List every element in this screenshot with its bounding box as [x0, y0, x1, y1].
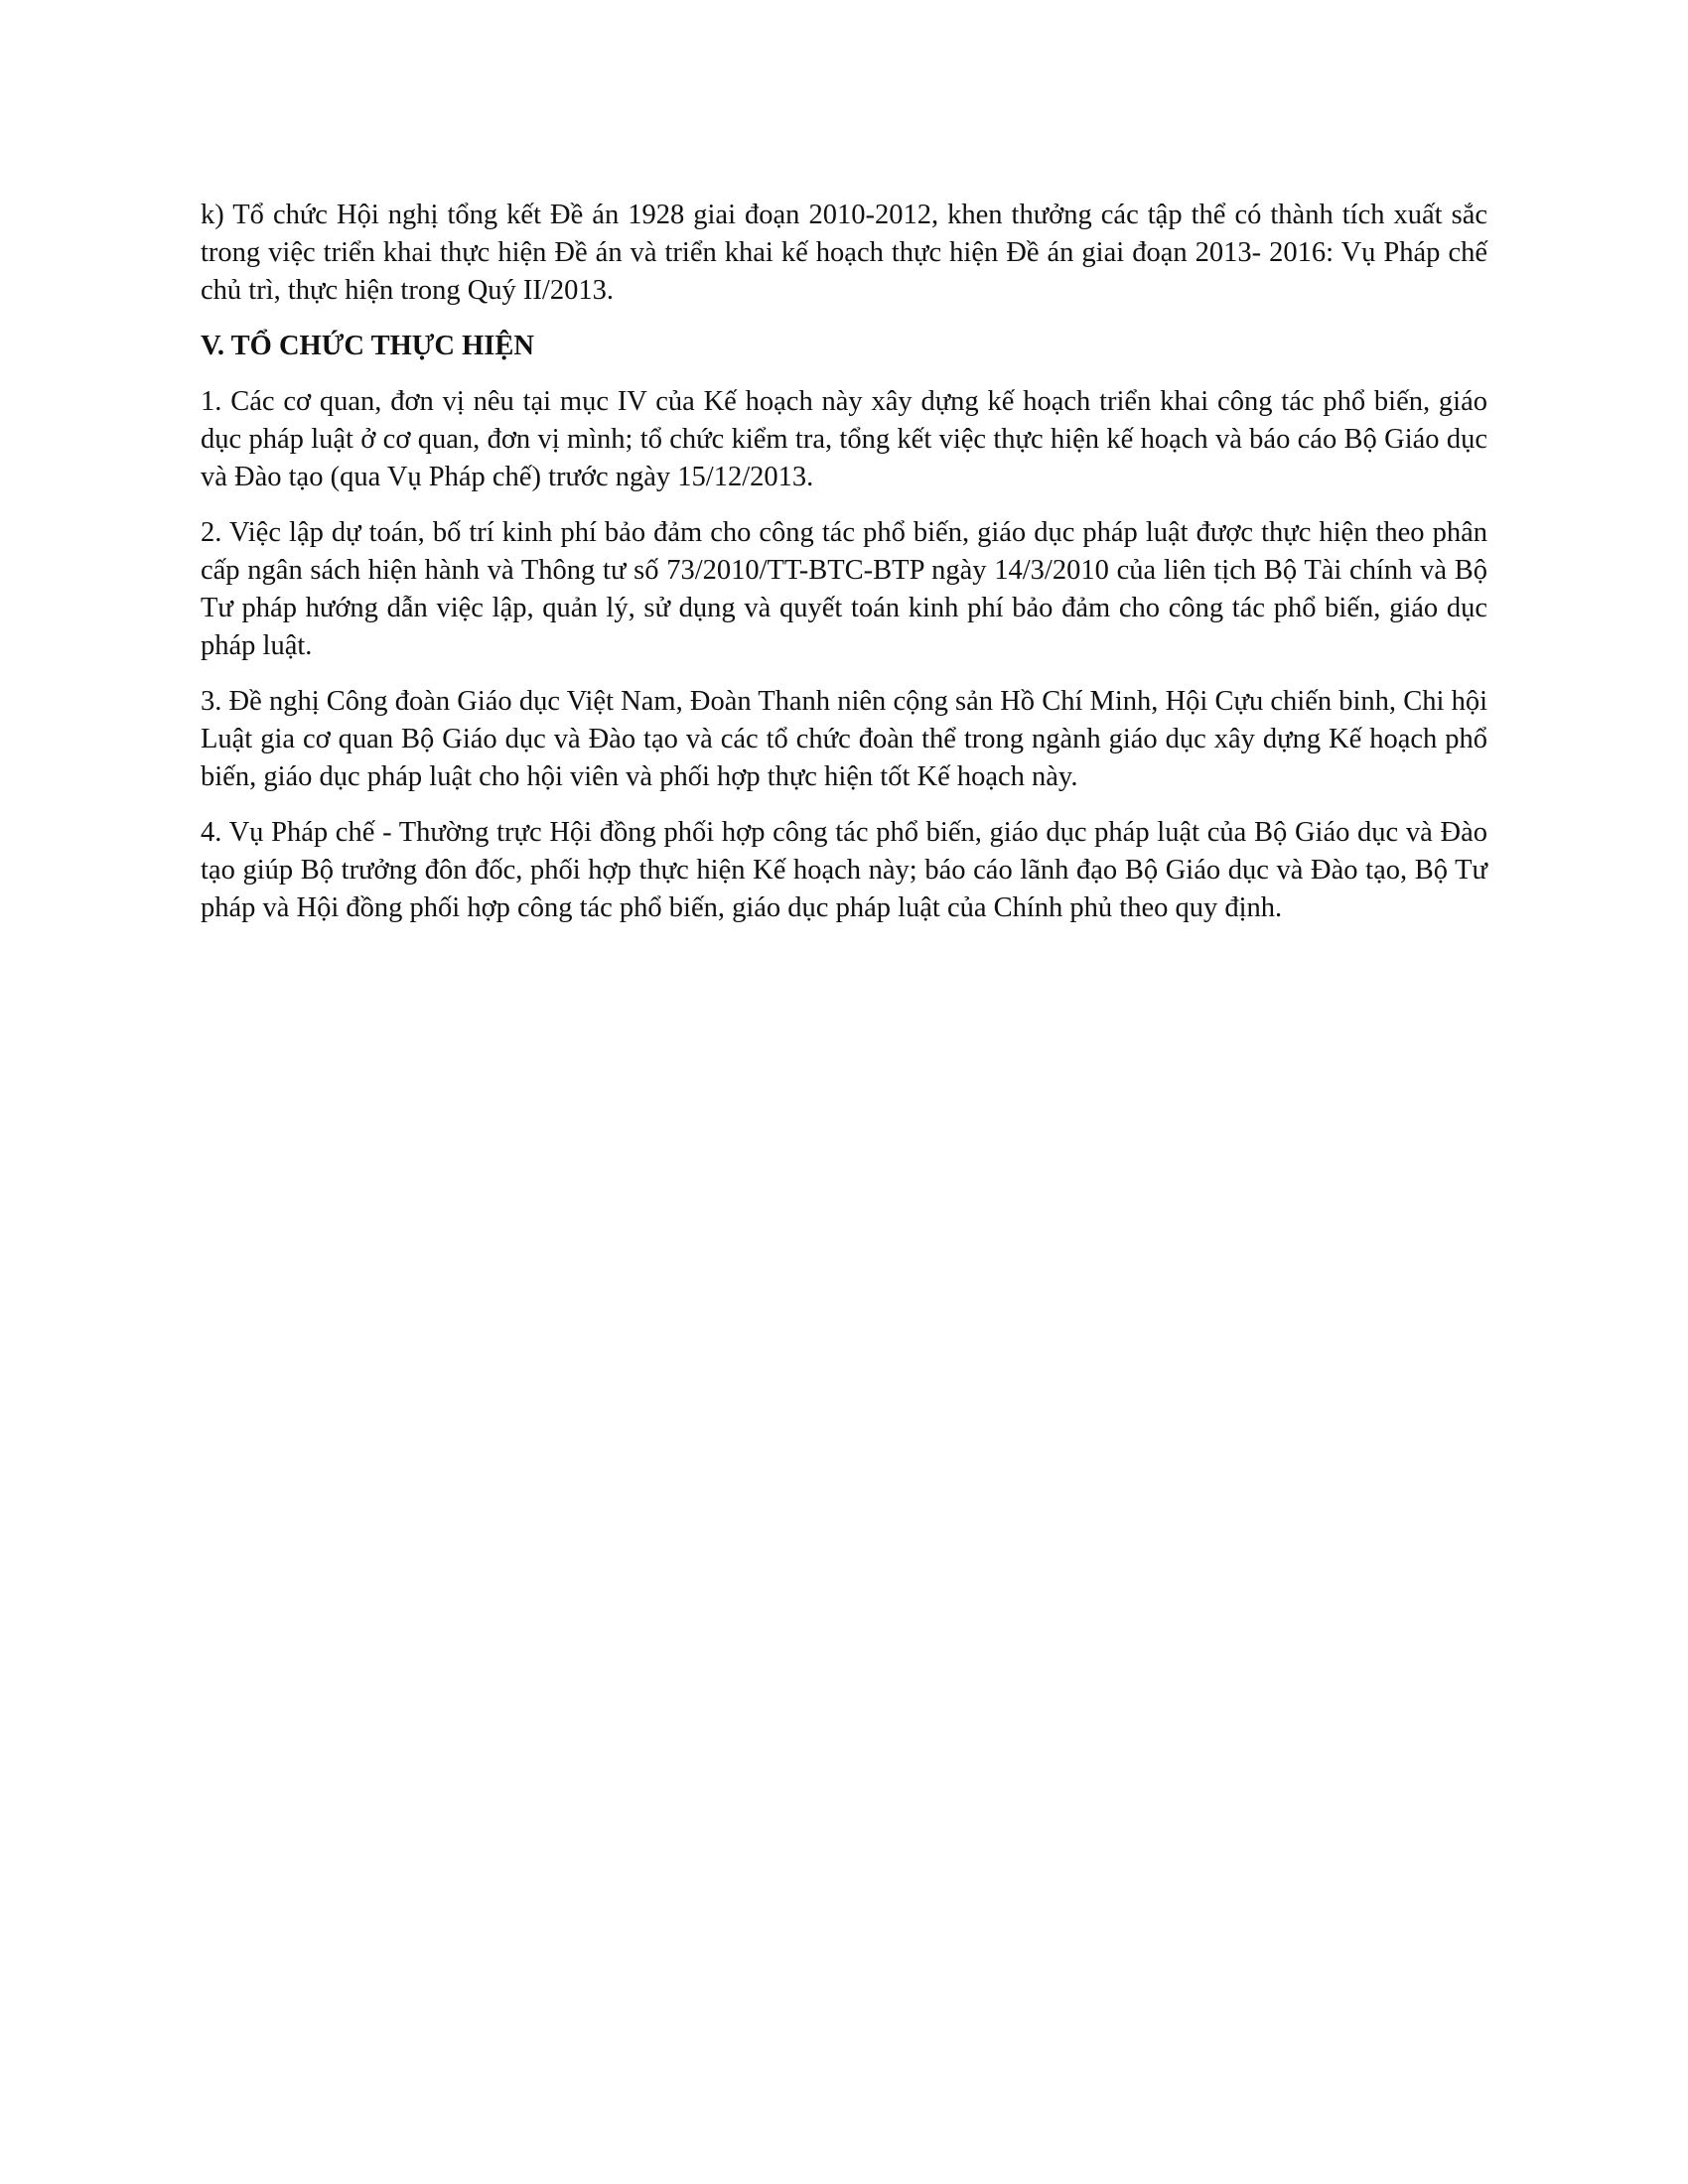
- paragraph-item-1: 1. Các cơ quan, đơn vị nêu tại mục IV của Kế hoạch này xây dựng kế hoạch triển khai công tác phổ biến, giáo dục pháp luật ở cơ quan, đơn vị mình; tổ chức kiểm tra, tổng kết việc thực hiện kế hoạch và báo cáo Bộ Giáo dục và Đào tạo (qua Vụ Pháp chế) trước ngày 15/12/2013.: [201, 386, 1487, 492]
- document-page: [201, 197, 1487, 945]
- section-heading: V. TỔ CHỨC THỰC HIỆN: [201, 331, 534, 361]
- paragraph-k: k) Tổ chức Hội nghị tổng kết Đề án 1928 giai đoạn 2010-2012, khen thưởng các tập thể có thành tích xuất sắc trong việc triển khai thực hiện Đề án và triển khai kế hoạch thực hiện Đề án giai đoạn 2013- 2016: Vụ Pháp chế chủ trì, thực hiện trong Quý II/2013.: [201, 200, 1487, 306]
- paragraph-item-4: 4. Vụ Pháp chế - Thường trực Hội đồng phối hợp công tác phổ biến, giáo dục pháp luật của Bộ Giáo dục và Đào tạo giúp Bộ trưởng đôn đốc, phối hợp thực hiện Kế hoạch này; báo cáo lãnh đạo Bộ Giáo dục và Đào tạo, Bộ Tư pháp và Hội đồng phối hợp công tác phổ biến, giáo dục pháp luật của Chính phủ theo quy định.: [201, 817, 1487, 923]
- paragraph-item-2: 2. Việc lập dự toán, bố trí kinh phí bảo đảm cho công tác phổ biến, giáo dục pháp luật được thực hiện theo phân cấp ngân sách hiện hành và Thông tư số 73/2010/TT-BTC-BTP ngày 14/3/2010 của liên tịch Bộ Tài chính và Bộ Tư pháp hướng dẫn việc lập, quản lý, sử dụng và quyết toán kinh phí bảo đảm cho công tác phổ biến, giáo dục pháp luật.: [201, 517, 1487, 661]
- paragraph-item-3: 3. Đề nghị Công đoàn Giáo dục Việt Nam, Đoàn Thanh niên cộng sản Hồ Chí Minh, Hội Cựu chiến binh, Chi hội Luật gia cơ quan Bộ Giáo dục và Đào tạo và các tổ chức đoàn thể trong ngành giáo dục xây dựng Kế hoạch phổ biến, giáo dục pháp luật cho hội viên và phối hợp thực hiện tốt Kế hoạch này.: [201, 686, 1487, 792]
